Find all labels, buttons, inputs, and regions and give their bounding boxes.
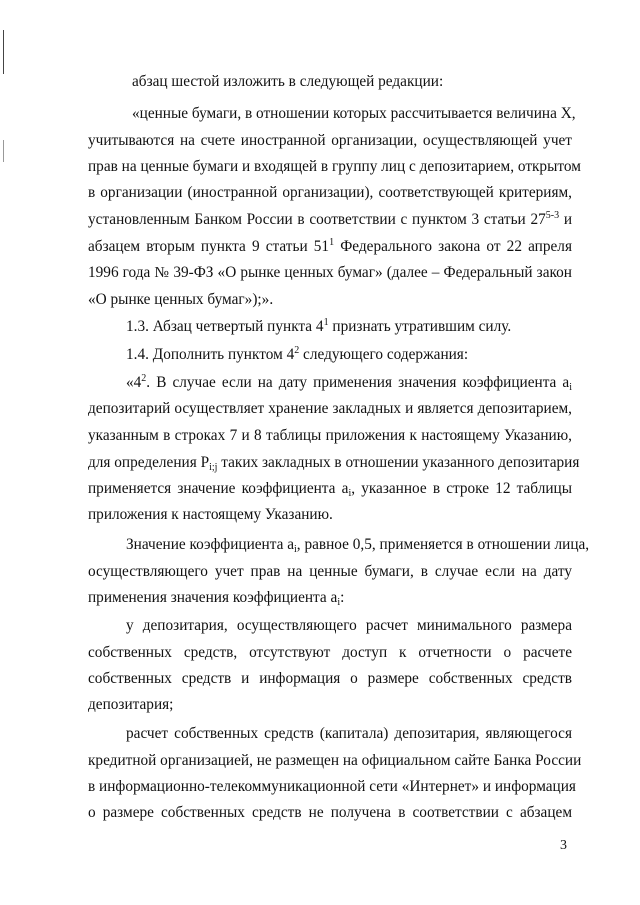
text-line — [88, 210, 572, 230]
text-fragment: . В случае если на дату применения значения коэффициента a — [146, 374, 570, 391]
text-line — [126, 345, 572, 365]
subscript: i — [294, 544, 297, 555]
text-line — [88, 479, 572, 499]
text-line — [126, 317, 572, 337]
text-line: у депозитария, осуществляющего расчет минимального размера — [126, 617, 572, 634]
text-fragment: , равное 0,5, применяется в отношении лица, — [296, 536, 590, 553]
text-line: о размере собственных средств не получена в соответствии с абзацем — [88, 804, 572, 821]
text-fragment: Значение коэффициента a — [126, 536, 295, 553]
text-fragment: , указанное в строке 12 таблицы — [351, 480, 572, 497]
text-line — [88, 453, 580, 473]
text-fragment: 1.3. Абзац четвертый пункта 4 — [126, 318, 324, 335]
text-line: учитываются на счете иностранной организации, осуществляющей учет — [88, 132, 572, 149]
text-line: прав на ценные бумаги и входящей в группу лиц с депозитарием, открытом — [88, 158, 581, 175]
subscript: i — [348, 488, 352, 499]
text-fragment: таких закладных в отношении указанного депозитария — [217, 454, 580, 471]
superscript: 1 — [329, 237, 335, 248]
text-fragment: 1.4. Дополнить пунктом 4 — [126, 346, 295, 363]
text-line: осуществляющего учет прав на ценные бумаги, в случае если на дату — [88, 563, 572, 580]
subscript: i — [569, 382, 572, 393]
text-line — [88, 237, 572, 257]
text-fragment: применяется значение коэффициента a — [88, 480, 349, 497]
scan-edge-mark — [3, 30, 4, 74]
text-fragment: абзацем вторым пункта 9 статьи 51 — [88, 238, 330, 255]
text-fragment: Федерального закона от 22 апреля — [334, 238, 572, 255]
text-line: собственных средств, отсутствуют доступ к отчетности о расчете — [88, 644, 572, 661]
text-line: кредитной организацией, не размещен на официальном сайте Банка России — [88, 752, 582, 769]
text-line — [88, 588, 572, 608]
text-fragment: «4 — [126, 374, 142, 391]
superscript: 2 — [294, 345, 300, 356]
text-line: приложения к настоящему Указанию. — [88, 506, 333, 523]
text-line: «ценные бумаги, в отношении которых рассчитывается величина X, — [132, 105, 576, 122]
text-line: абзац шестой изложить в следующей редакции: — [132, 73, 444, 90]
text-line: в информационно-телекоммуникационной сети «Интернет» и информация — [88, 778, 576, 795]
subscript: i — [337, 597, 341, 608]
text-fragment: для определения P — [88, 454, 210, 471]
superscript: 5-3 — [545, 210, 560, 221]
text-fragment: : — [340, 589, 345, 606]
text-line: 1996 года № 39-ФЗ «О рынке ценных бумаг» (далее – Федеральный закон — [88, 264, 572, 281]
scan-edge-mark — [3, 140, 4, 162]
text-line: указанным в строках 7 и 8 таблицы приложения к настоящему Указанию, — [88, 427, 572, 444]
text-line: «О рынке ценных бумаг»);». — [88, 291, 274, 308]
text-line: собственных средств и информация о размере собственных средств — [88, 670, 572, 687]
text-line: в организации (иностранной организации), соответствующей критериям, — [88, 184, 572, 201]
text-line: расчет собственных средств (капитала) депозитария, являющегося — [126, 725, 572, 742]
text-line: депозитарий осуществляет хранение закладных и является депозитарием, — [88, 400, 572, 417]
text-fragment: признать утратившим силу. — [328, 318, 512, 335]
text-fragment: установленным Банком России в соответствии с пунктом 3 статьи 27 — [88, 211, 546, 228]
superscript: 2 — [141, 373, 147, 384]
text-line — [126, 373, 572, 393]
text-fragment: следующего содержания: — [299, 346, 469, 363]
text-line — [126, 535, 590, 555]
page-number: 3 — [560, 838, 567, 853]
subscript: i;j — [209, 462, 218, 473]
text-fragment: применения значения коэффициента a — [88, 589, 338, 606]
text-line: депозитария; — [88, 696, 174, 713]
superscript: 1 — [323, 317, 329, 328]
text-fragment: и — [559, 211, 573, 228]
